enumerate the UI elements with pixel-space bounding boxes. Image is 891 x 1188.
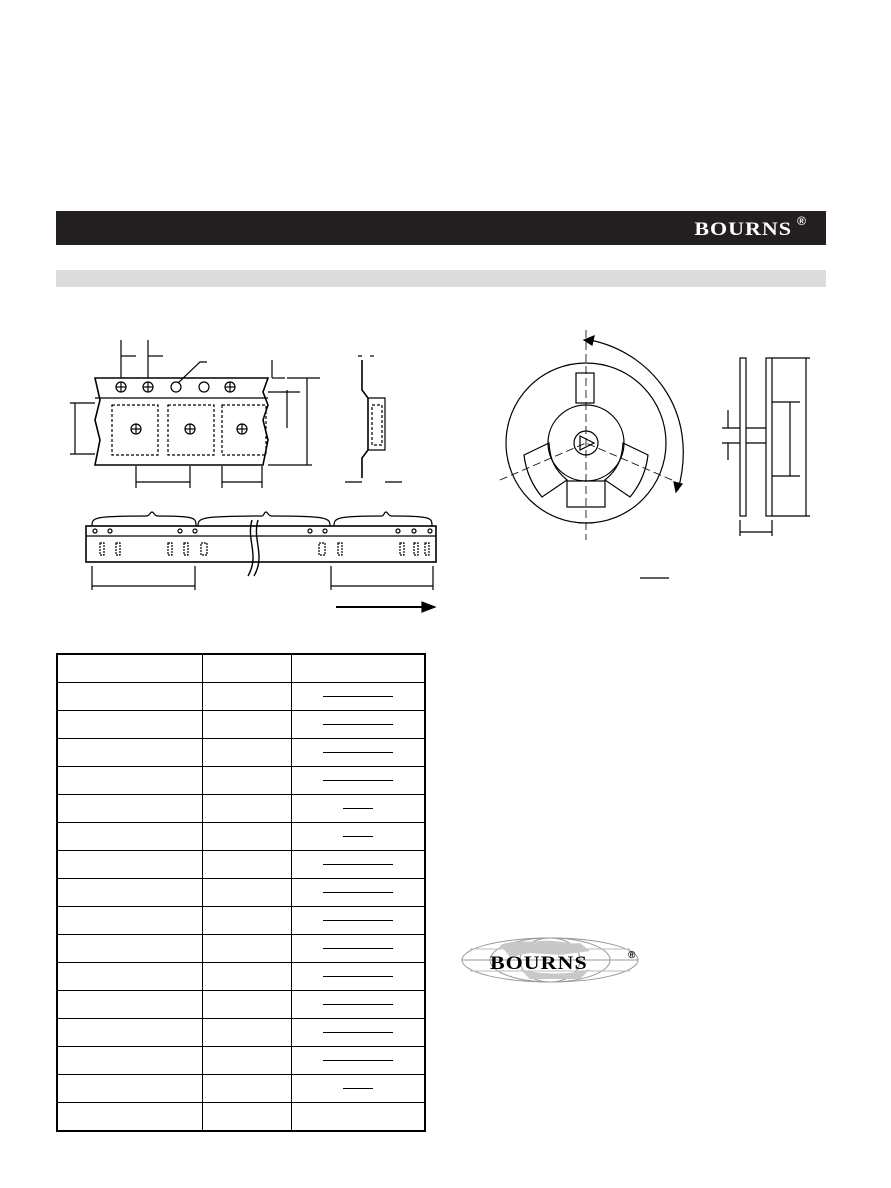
table-cell <box>57 1019 202 1047</box>
table-cell <box>291 851 425 879</box>
table-row <box>57 739 425 767</box>
table-cell <box>202 879 291 907</box>
table-cell <box>291 879 425 907</box>
table-cell <box>57 767 202 795</box>
table-cell <box>57 795 202 823</box>
table-cell <box>202 767 291 795</box>
table-row <box>57 795 425 823</box>
table-cell <box>291 739 425 767</box>
table-row <box>57 1103 425 1132</box>
blank-value-line <box>343 836 373 837</box>
table-cell <box>202 823 291 851</box>
table-cell <box>202 963 291 991</box>
table-row <box>57 1075 425 1103</box>
table-row <box>57 711 425 739</box>
table-cell <box>202 1019 291 1047</box>
table-cell <box>202 1047 291 1075</box>
table-cell <box>291 1019 425 1047</box>
table-row <box>57 991 425 1019</box>
table-header-cell <box>57 654 202 683</box>
table-row <box>57 823 425 851</box>
table-cell <box>57 991 202 1019</box>
table-row <box>57 1047 425 1075</box>
table-cell <box>291 795 425 823</box>
blank-value-line <box>323 1060 393 1061</box>
table-cell <box>291 767 425 795</box>
table-cell <box>57 823 202 851</box>
table-cell <box>291 991 425 1019</box>
table-cell <box>57 907 202 935</box>
blank-value-line <box>323 696 393 697</box>
table-cell <box>202 851 291 879</box>
spec-table <box>56 653 426 1132</box>
table-cell <box>57 963 202 991</box>
table-cell <box>57 851 202 879</box>
table-row <box>57 935 425 963</box>
table-cell <box>202 1075 291 1103</box>
reel-side-view <box>722 358 810 536</box>
table-cell <box>291 823 425 851</box>
table-cell <box>57 711 202 739</box>
blank-value-line <box>343 1088 373 1089</box>
table-cell <box>202 711 291 739</box>
table-row <box>57 963 425 991</box>
blank-value-line <box>343 808 373 809</box>
table-cell <box>291 1047 425 1075</box>
table-header-cell <box>291 654 425 683</box>
table-row <box>57 907 425 935</box>
table-row <box>57 851 425 879</box>
table-cell <box>291 1075 425 1103</box>
registered-mark: ® <box>797 214 806 228</box>
table-row <box>57 767 425 795</box>
reel-front-view <box>500 330 683 578</box>
table-cell <box>291 963 425 991</box>
blank-value-line <box>323 976 393 977</box>
table-row <box>57 879 425 907</box>
blank-value-line <box>323 752 393 753</box>
footer-registered-mark: ® <box>628 950 636 961</box>
table-cell <box>202 991 291 1019</box>
carrier-tape-side-view <box>345 356 402 482</box>
table-row <box>57 683 425 711</box>
table-cell <box>202 907 291 935</box>
table-cell <box>202 795 291 823</box>
table-cell <box>57 1103 202 1132</box>
table-cell <box>57 739 202 767</box>
blank-value-line <box>323 1004 393 1005</box>
table-header-cell <box>202 654 291 683</box>
table-cell <box>57 1047 202 1075</box>
blank-value-line <box>323 1032 393 1033</box>
blank-value-line <box>323 724 393 725</box>
table-cell <box>291 1103 425 1132</box>
table-cell <box>291 711 425 739</box>
table-cell <box>57 683 202 711</box>
table-cell <box>202 683 291 711</box>
blank-value-line <box>323 892 393 893</box>
blank-value-line <box>323 948 393 949</box>
table-row <box>57 1019 425 1047</box>
table-cell <box>57 879 202 907</box>
table-cell <box>57 935 202 963</box>
blank-value-line <box>323 864 393 865</box>
table-cell <box>202 739 291 767</box>
table-cell <box>57 1075 202 1103</box>
blank-value-line <box>323 920 393 921</box>
carrier-tape-top-view <box>70 340 320 488</box>
tape-strip-leader-trailer <box>86 512 436 590</box>
table-cell <box>202 1103 291 1132</box>
blank-value-line <box>323 780 393 781</box>
table-header-row <box>57 654 425 683</box>
table-cell <box>291 683 425 711</box>
table-cell <box>291 907 425 935</box>
table-cell <box>291 935 425 963</box>
table-cell <box>202 935 291 963</box>
footer-bourns-logo: BOURNS <box>490 951 588 974</box>
bourns-logo: BOURNS <box>694 217 792 240</box>
